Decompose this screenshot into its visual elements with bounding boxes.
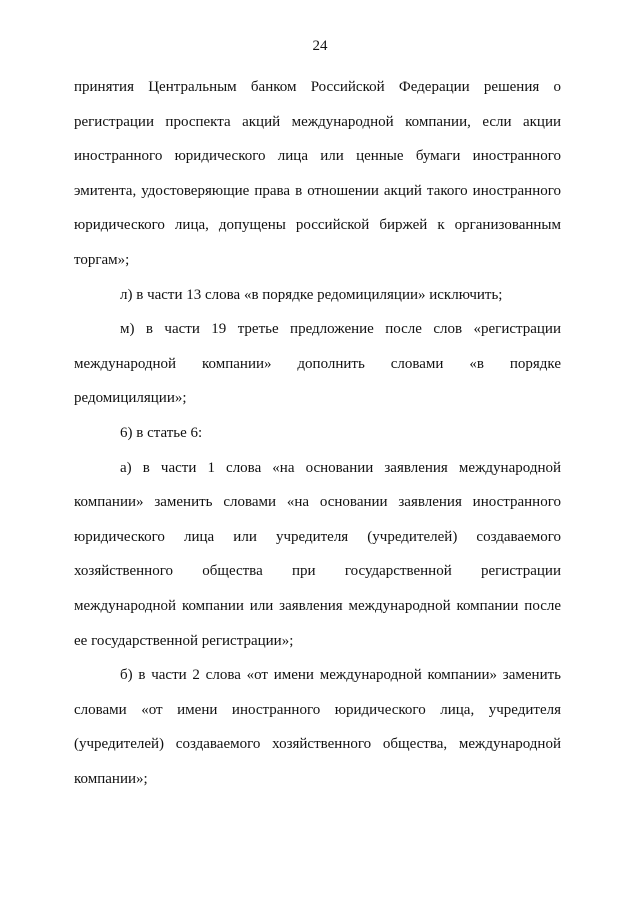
page-number: 24 bbox=[312, 38, 328, 54]
paragraph-item-m: м) в части 19 третье предложение после слов «регистрации международной компании» дополнить словами «в порядке редомициляции»; bbox=[74, 321, 561, 407]
paragraph-item-b: б) в части 2 слова «от имени международной компании» заменить словами «от имени иностранного юридического лица, учредителя (учредителей) создаваемого хозяйственного общества, международной компании»; bbox=[74, 667, 561, 787]
paragraph-item-l: л) в части 13 слова «в порядке редомициляции» исключить; bbox=[120, 286, 503, 303]
paragraph-item-6: 6) в статье 6: bbox=[120, 424, 203, 441]
paragraph-item-a: а) в части 1 слова «на основании заявления международной компании» заменить словами «на основании заявления иностранного юридического лица или учредителя (учредителей) создаваемого хозяйственного общества при государственной регистрации международной компании или заявления международной компании после ее государственной регистрации»; bbox=[74, 459, 561, 649]
document-body bbox=[74, 70, 561, 796]
paragraph-continuation: принятия Центральным банком Российской Федерации решения о регистрации проспекта акций международной компании, если акции иностранного юридического лица или ценные бумаги иностранного эмитента, удостоверяющие права в отношении акций такого иностранного юридического лица, допущены российской биржей к организованным торгам»; bbox=[74, 79, 561, 268]
